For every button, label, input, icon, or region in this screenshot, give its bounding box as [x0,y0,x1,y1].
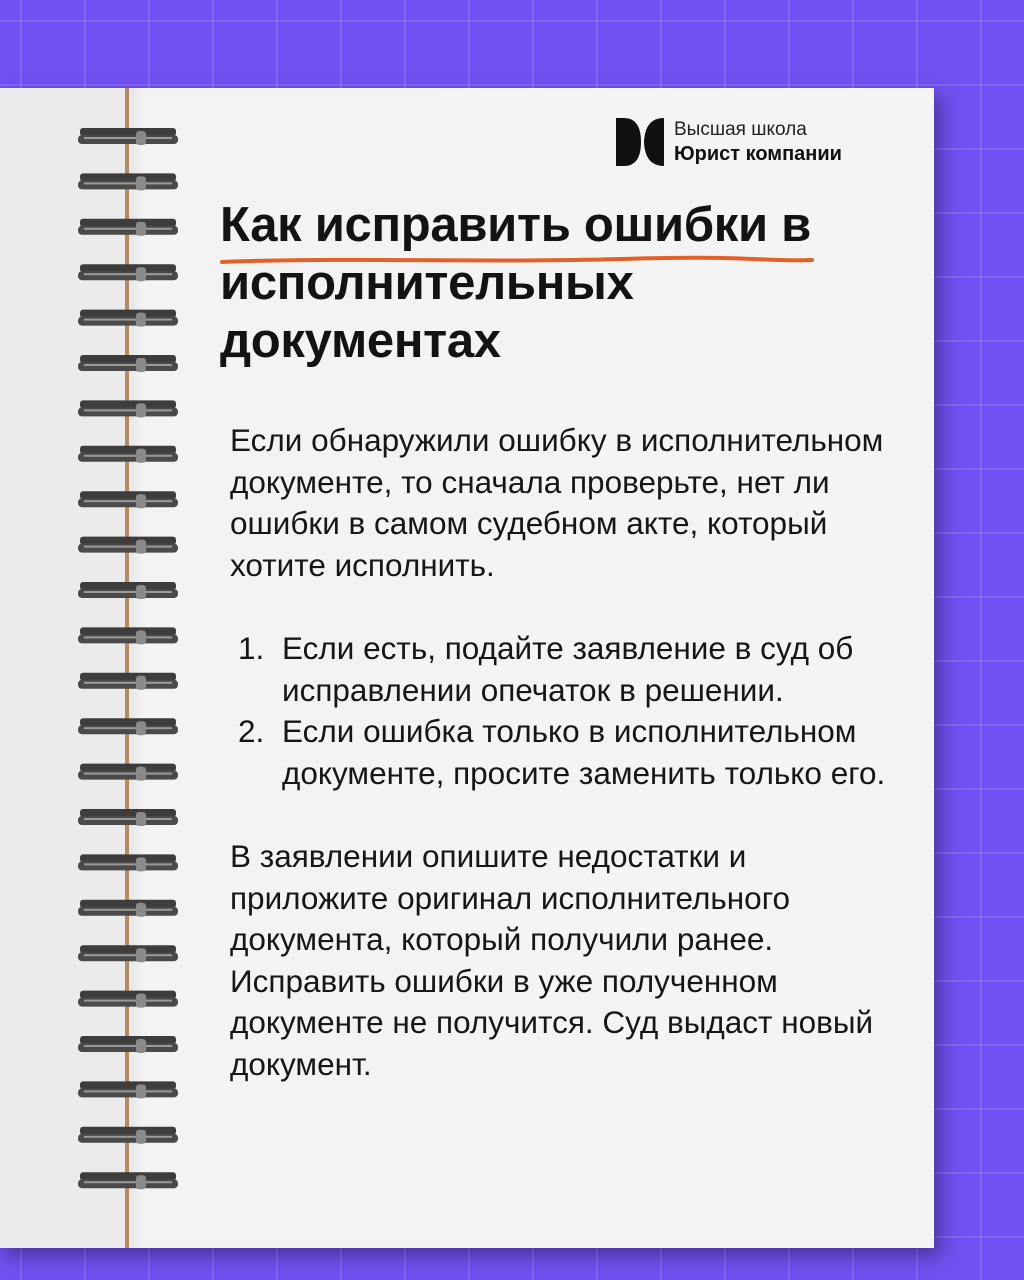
spiral-ring [78,491,178,508]
list-item [230,711,910,794]
spiral-ring [78,582,178,599]
spiral-ring [78,446,178,463]
spiral-ring [78,173,178,190]
outro-paragraph: В заявлении опишите недостатки и приложите оригинал исполнительного документа, который получили ранее. Исправить ошибки в уже полученном документе не получится. Суд выдаст новый документ. [230,838,874,1082]
list-item [230,628,910,711]
spiral-ring [78,1036,178,1053]
spiral-ring [78,537,178,554]
spiral-ring [78,764,178,781]
spiral-ring [78,945,178,962]
list-item-text: Если есть, подайте заявление в суд об исправлении опечаток в решении. [282,630,854,708]
list-item-number: 1. [238,630,265,666]
spiral-ring [78,673,178,690]
main-content [230,420,910,1085]
brand-name-line1: Высшая школа [674,119,807,140]
spiral-ring [78,854,178,871]
spiral-binding [0,0,200,1280]
spiral-ring [78,991,178,1008]
intro-paragraph: Если обнаружили ошибку в исполнительном документе, то сначала проверьте, нет ли ошибки в самом судебном акте, который хотите исполнить. [230,422,884,583]
brand-name-line2: Юрист компании [674,143,842,165]
spiral-ring [78,900,178,917]
list-item-number: 2. [238,713,265,749]
spiral-ring [78,718,178,735]
spiral-ring [78,809,178,826]
spiral-ring [78,264,178,281]
spiral-ring [78,627,178,644]
brand-logo [616,118,842,166]
steps-list [230,628,910,794]
spiral-ring [78,1172,178,1189]
spiral-ring [78,1081,178,1098]
spiral-ring [78,310,178,327]
list-item-text: Если ошибка только в исполнительном документе, просите заменить только его. [282,713,886,791]
page-title: Как исправить ошибки в исполнительных документах [220,198,811,368]
brand-logo-icon [616,118,664,166]
spiral-ring [78,219,178,236]
spiral-ring [78,400,178,417]
spiral-ring [78,355,178,372]
spiral-ring [78,128,178,145]
spiral-ring [78,1127,178,1144]
